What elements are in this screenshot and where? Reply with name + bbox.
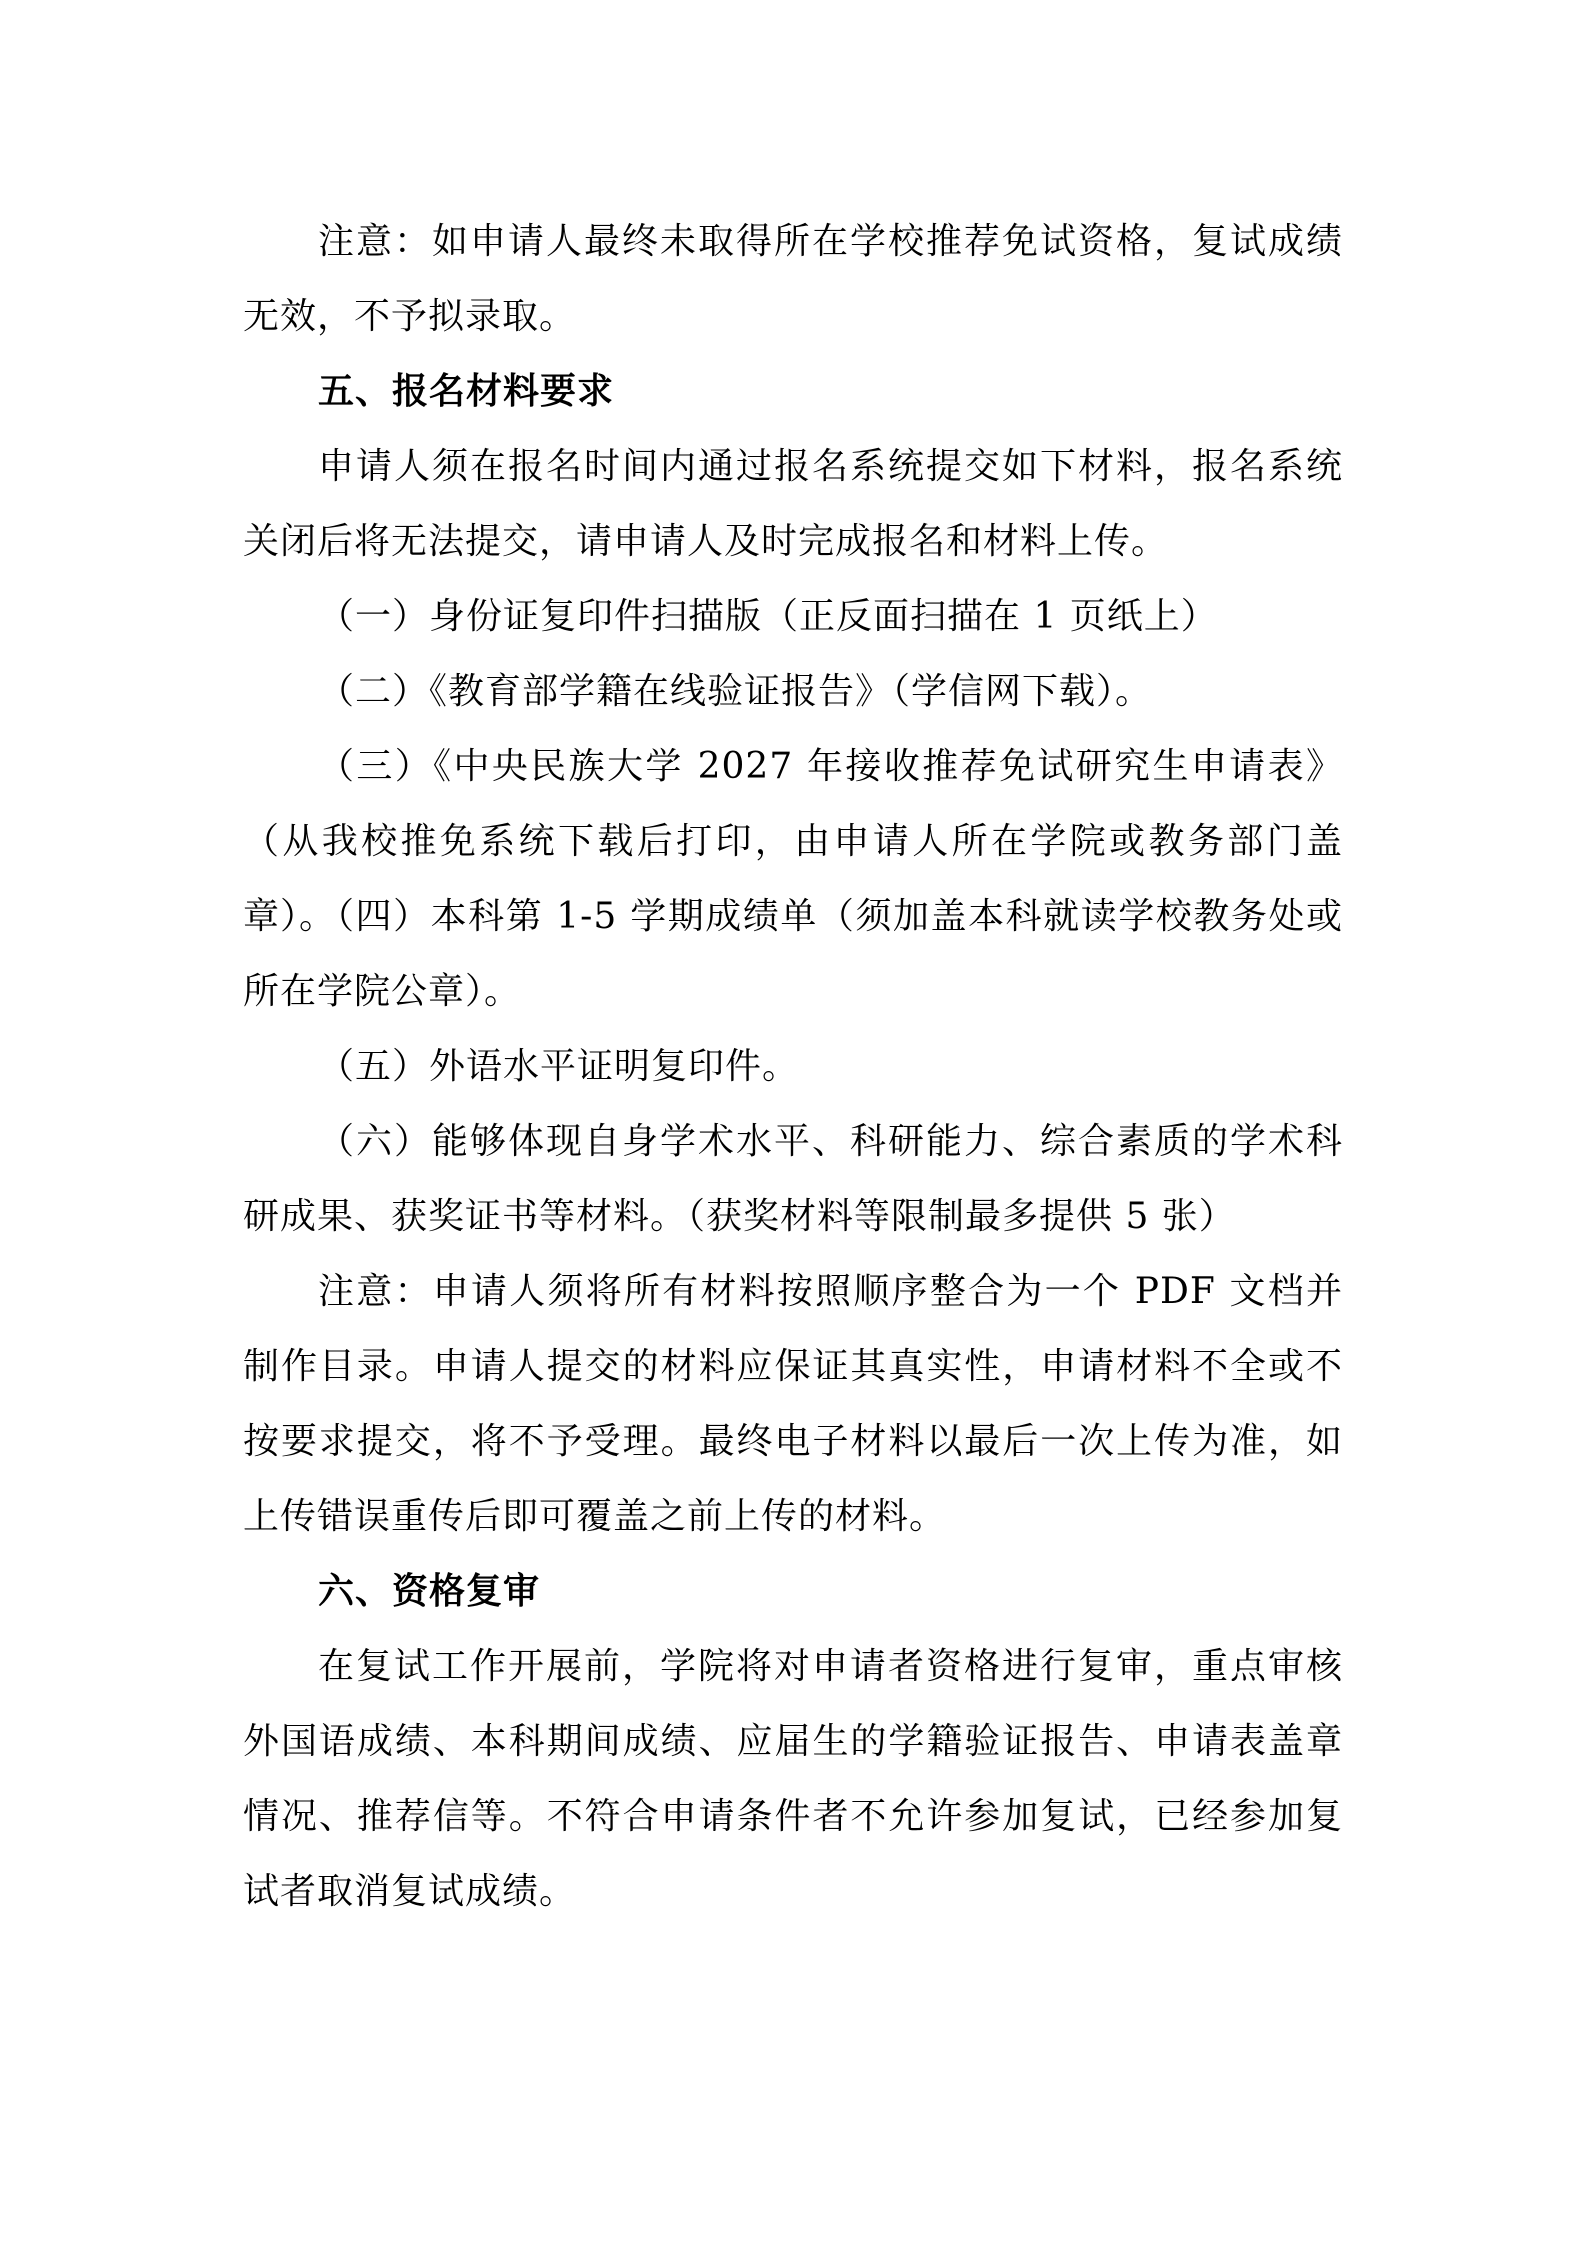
qualification-review-paragraph: 在复试工作开展前，学院将对申请者资格进行复审，重点审核外国语成绩、本科期间成绩、应届生的学籍验证报告、申请表盖章情况、推荐信等。不符合申请条件者不允许参加复试，已经参加复试者取消复试成绩。: [243, 1646, 1343, 1912]
materials-item-5: （五）外语水平证明复印件。: [318, 1046, 800, 1087]
materials-item-1: （一）身份证复印件扫描版（正反面扫描在 1 页纸上）: [318, 596, 1218, 637]
note-materials-submission: 注意：申请人须将所有材料按照顺序整合为一个 PDF 文档并制作目录。申请人提交的材料应保证其真实性，申请材料不全或不按要求提交，将不予受理。最终电子材料以最后一次上传为准，如上传错误重传后即可覆盖之前上传的材料。: [243, 1271, 1343, 1537]
materials-intro-paragraph: 申请人须在报名时间内通过报名系统提交如下材料，报名系统关闭后将无法提交，请申请人及时完成报名和材料上传。: [243, 446, 1343, 562]
section-heading-qualification-review: 六、资格复审: [318, 1571, 541, 1612]
materials-item-3: （三）《中央民族大学 2027 年接收推荐免试研究生申请表》（从我校推免系统下载后打印，由申请人所在学院或教务部门盖章）。: [243, 746, 1343, 937]
materials-item-6: （六）能够体现自身学术水平、科研能力、综合素质的学术科研成果、获奖证书等材料。（获奖材料等限制最多提供 5 张）: [243, 1121, 1343, 1237]
section-heading-registration-materials: 五、报名材料要求: [318, 371, 615, 412]
materials-item-2: （二）《教育部学籍在线验证报告》（学信网下载）。: [318, 671, 1153, 712]
note-disqualification: 注意：如申请人最终未取得所在学校推荐免试资格，复试成绩无效，不予拟录取。: [243, 221, 1343, 337]
materials-item-4: （四）本科第 1-5 学期成绩单（须加盖本科就读学校教务处或所在学院公章）。: [243, 896, 1343, 1012]
